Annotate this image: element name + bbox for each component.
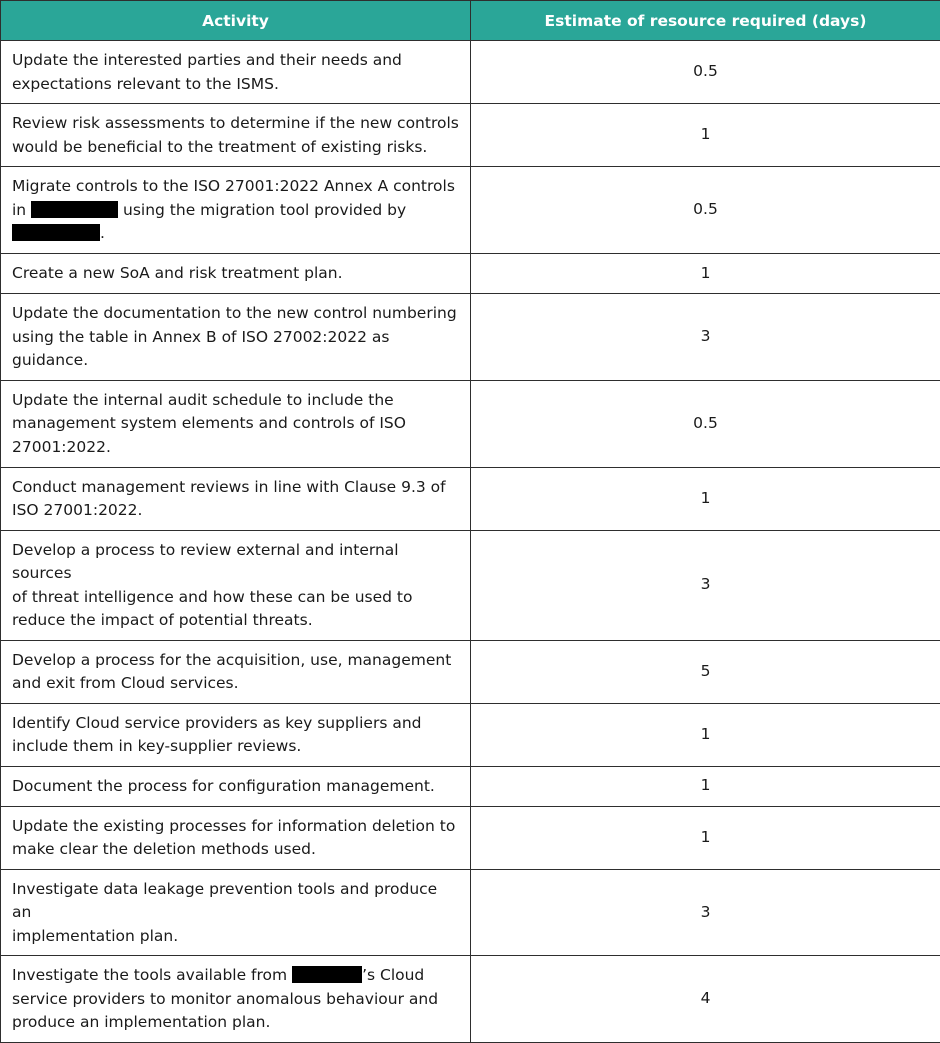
estimate-cell: 0.5 — [471, 41, 940, 104]
activity-cell: Conduct management reviews in line with Clause 9.3 of ISO 27001:2022. — [1, 467, 471, 530]
table-row — [1, 869, 940, 956]
activity-cell: Document the process for configuration management. — [1, 766, 471, 806]
table-row — [1, 806, 940, 869]
table-row — [1, 254, 940, 294]
estimate-cell: 1 — [471, 703, 940, 766]
activity-cell: Develop a process to review external and internal sources of threat intelligence and how these can be used to reduce the impact of potential threats. — [1, 530, 471, 640]
activity-cell: Update the existing processes for information deletion to make clear the deletion methods used. — [1, 806, 471, 869]
activity-cell: Update the interested parties and their needs and expectations relevant to the ISMS. — [1, 41, 471, 104]
estimate-cell: 0.5 — [471, 167, 940, 254]
activity-cell: Update the documentation to the new control numbering using the table in Annex B of ISO 27002:2022 as guidance. — [1, 294, 471, 381]
table-row — [1, 167, 940, 254]
estimate-header: Estimate of resource required (days) — [471, 1, 940, 41]
table-row — [1, 467, 940, 530]
table-row — [1, 530, 940, 640]
activity-cell: Identify Cloud service providers as key suppliers and include them in key-supplier reviews. — [1, 703, 471, 766]
activity-cell: Review risk assessments to determine if the new controls would be beneficial to the treatment of existing risks. — [1, 104, 471, 167]
estimate-cell: 1 — [471, 104, 940, 167]
estimate-cell: 1 — [471, 766, 940, 806]
redacted-block — [292, 966, 362, 983]
activity-cell: Create a new SoA and risk treatment plan. — [1, 254, 471, 294]
estimate-cell: 1 — [471, 467, 940, 530]
table-row — [1, 766, 940, 806]
estimate-cell: 1 — [471, 254, 940, 294]
table-row — [1, 703, 940, 766]
estimate-cell: 3 — [471, 294, 940, 381]
table-row — [1, 956, 940, 1043]
table-row — [1, 104, 940, 167]
header-row — [1, 1, 940, 41]
estimate-cell: 0.5 — [471, 380, 940, 467]
activity-cell: Migrate controls to the ISO 27001:2022 Annex A controls in using the migration tool provided by . — [1, 167, 471, 254]
redacted-block — [12, 224, 100, 241]
activity-cell: Update the internal audit schedule to include the management system elements and controls of ISO 27001:2022. — [1, 380, 471, 467]
estimate-cell: 5 — [471, 640, 940, 703]
activity-header: Activity — [1, 1, 471, 41]
estimate-cell: 1 — [471, 806, 940, 869]
redacted-block — [31, 201, 118, 218]
estimate-cell: 3 — [471, 530, 940, 640]
table-row — [1, 380, 940, 467]
activity-cell: Develop a process for the acquisition, use, management and exit from Cloud services. — [1, 640, 471, 703]
table-row — [1, 41, 940, 104]
table-row — [1, 294, 940, 381]
estimate-cell: 4 — [471, 956, 940, 1043]
estimate-cell: 3 — [471, 869, 940, 956]
activity-cell: Investigate the tools available from ’s Cloud service providers to monitor anomalous behaviour and produce an implementation plan. — [1, 956, 471, 1043]
activity-cell: Investigate data leakage prevention tools and produce an implementation plan. — [1, 869, 471, 956]
table-row — [1, 640, 940, 703]
